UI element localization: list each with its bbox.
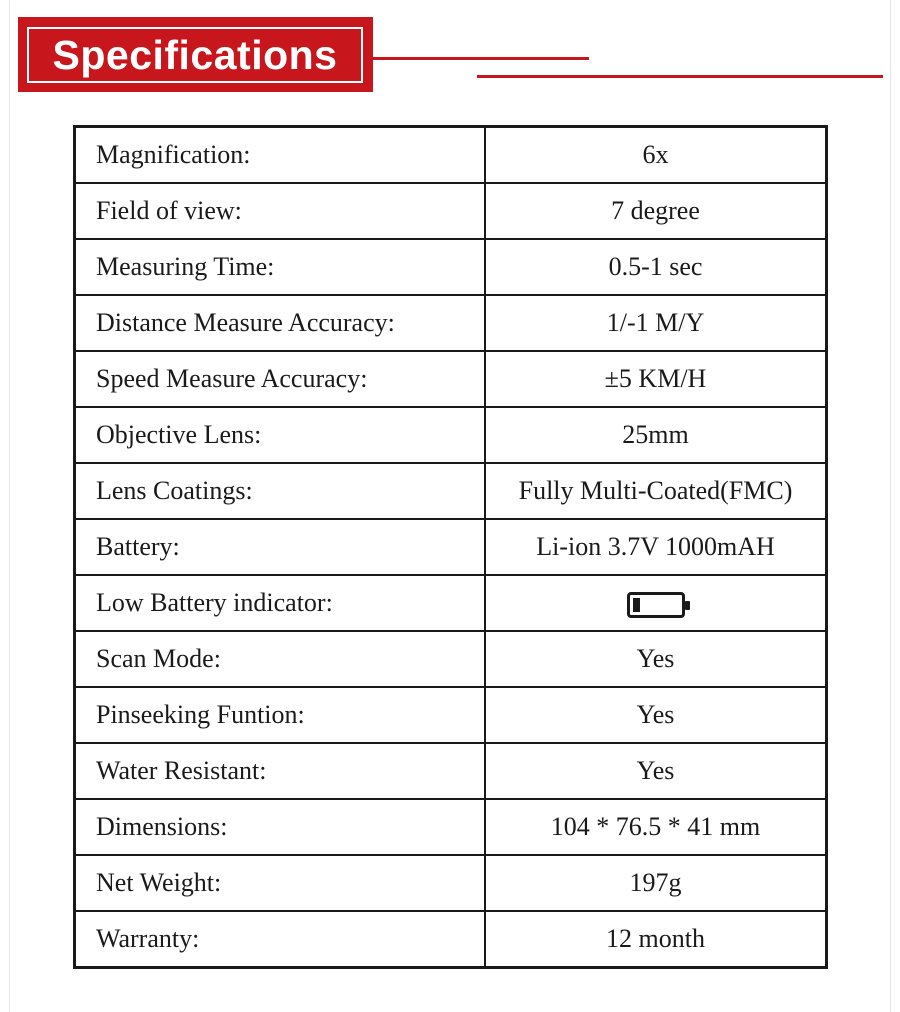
spec-label: Warranty: [75, 911, 486, 968]
spec-value: Yes [485, 687, 827, 743]
spec-value: 104 * 76.5 * 41 mm [485, 799, 827, 855]
spec-value: 12 month [485, 911, 827, 968]
spec-value: 6x [485, 127, 827, 184]
banner-inner-frame [27, 27, 363, 83]
table-row [75, 519, 827, 575]
table-row [75, 855, 827, 911]
spec-label: Distance Measure Accuracy: [75, 295, 486, 351]
spec-label: Speed Measure Accuracy: [75, 351, 486, 407]
table-row [75, 631, 827, 687]
table-row [75, 127, 827, 184]
spec-value: 25mm [485, 407, 827, 463]
spec-label: Field of view: [75, 183, 486, 239]
page-title: Specifications [52, 31, 338, 78]
page-border-left [9, 0, 10, 1012]
spec-label: Low Battery indicator: [75, 575, 486, 631]
low-battery-icon [627, 592, 685, 618]
battery-level-fill [633, 598, 640, 612]
table-row [75, 687, 827, 743]
spec-value: Li-ion 3.7V 1000mAH [485, 519, 827, 575]
spec-value: ±5 KM/H [485, 351, 827, 407]
spec-value: 197g [485, 855, 827, 911]
page-border-right [890, 0, 891, 1012]
table-row [75, 743, 827, 799]
spec-value: 1/-1 M/Y [485, 295, 827, 351]
spec-value: 7 degree [485, 183, 827, 239]
header-rule-lower [477, 75, 883, 78]
spec-table [73, 125, 828, 969]
spec-label: Objective Lens: [75, 407, 486, 463]
table-row [75, 239, 827, 295]
spec-label: Net Weight: [75, 855, 486, 911]
table-row [75, 911, 827, 968]
table-row [75, 407, 827, 463]
specifications-banner [18, 17, 373, 92]
table-row [75, 799, 827, 855]
spec-label: Scan Mode: [75, 631, 486, 687]
spec-label: Pinseeking Funtion: [75, 687, 486, 743]
spec-label: Lens Coatings: [75, 463, 486, 519]
spec-label: Magnification: [75, 127, 486, 184]
spec-label: Dimensions: [75, 799, 486, 855]
table-row [75, 351, 827, 407]
table-row [75, 575, 827, 631]
spec-value: Yes [485, 743, 827, 799]
spec-value: Fully Multi-Coated(FMC) [485, 463, 827, 519]
header-rule-upper [373, 57, 589, 60]
spec-label: Measuring Time: [75, 239, 486, 295]
table-row [75, 183, 827, 239]
spec-value: 0.5-1 sec [485, 239, 827, 295]
spec-label: Battery: [75, 519, 486, 575]
spec-value: Yes [485, 631, 827, 687]
table-row [75, 463, 827, 519]
spec-label: Water Resistant: [75, 743, 486, 799]
spec-value [485, 575, 827, 631]
table-row [75, 295, 827, 351]
